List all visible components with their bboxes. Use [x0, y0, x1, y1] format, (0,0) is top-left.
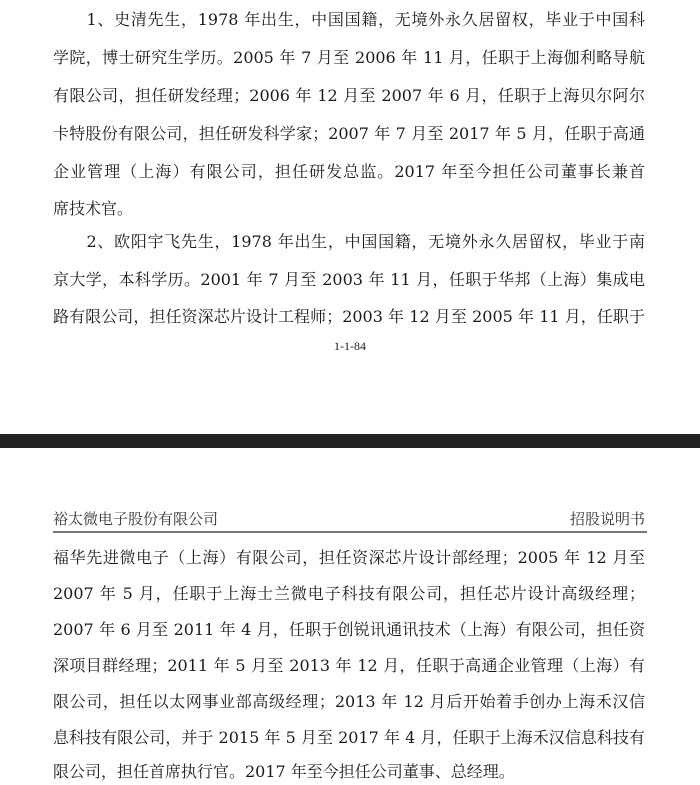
page-separator: [0, 434, 700, 448]
header-company-name: 裕太微电子股份有限公司: [53, 510, 219, 528]
page-number: 1-1-84: [334, 339, 366, 353]
text-line: 路有限公司，担任资深芯片设计工程师；2003 年 12 月至 2005 年 11 月，任职于: [53, 307, 645, 326]
text-line: 深项目群经理；2011 年 5 月至 2013 年 12 月，任职于高通企业管理（上海）有: [53, 656, 645, 675]
text-line: 有限公司，担任研发经理；2006 年 12 月至 2007 年 6 月，任职于上海贝尔阿尔: [53, 86, 645, 105]
header-rule: [53, 531, 647, 533]
text-line: 2007 年 6 月至 2011 年 4 月，任职于创锐讯通讯技术（上海）有限公司，担任资: [53, 620, 645, 639]
text-line: 卡特股份有限公司，担任研发科学家；2007 年 7 月至 2017 年 5 月，任职于高通: [53, 124, 645, 143]
text-line: 京大学，本科学历。2001 年 7 月至 2003 年 11 月，任职于华邦（上海）集成电: [53, 270, 645, 289]
text-line: 限公司，担任首席执行官。2017 年至今担任公司董事、总经理。: [53, 762, 515, 781]
header-document-title: 招股说明书: [569, 510, 645, 528]
text-line: 福华先进微电子（上海）有限公司，担任资深芯片设计部经理；2005 年 12 月至: [53, 548, 645, 567]
text-line: 学院，博士研究生学历。2005 年 7 月至 2006 年 11 月，任职于上海伽利略导航: [53, 48, 645, 67]
text-line: 1、史清先生，1978 年出生，中国国籍，无境外永久居留权，毕业于中国科: [53, 10, 645, 29]
text-line: 2007 年 5 月，任职于上海士兰微电子科技有限公司，担任芯片设计高级经理；: [53, 584, 645, 603]
text-line: 企业管理（上海）有限公司，担任研发总监。2017 年至今担任公司董事长兼首: [53, 162, 645, 181]
text-line: 限公司，担任以太网事业部高级经理；2013 年 12 月后开始着手创办上海禾汉信: [53, 692, 645, 711]
text-line: 息科技有限公司，并于 2015 年 5 月至 2017 年 4 月，任职于上海禾汉信息科技有: [53, 728, 645, 747]
text-line: 席技术官。: [53, 199, 134, 218]
text-line: 2、欧阳宇飞先生，1978 年出生，中国国籍，无境外永久居留权，毕业于南: [53, 232, 645, 251]
